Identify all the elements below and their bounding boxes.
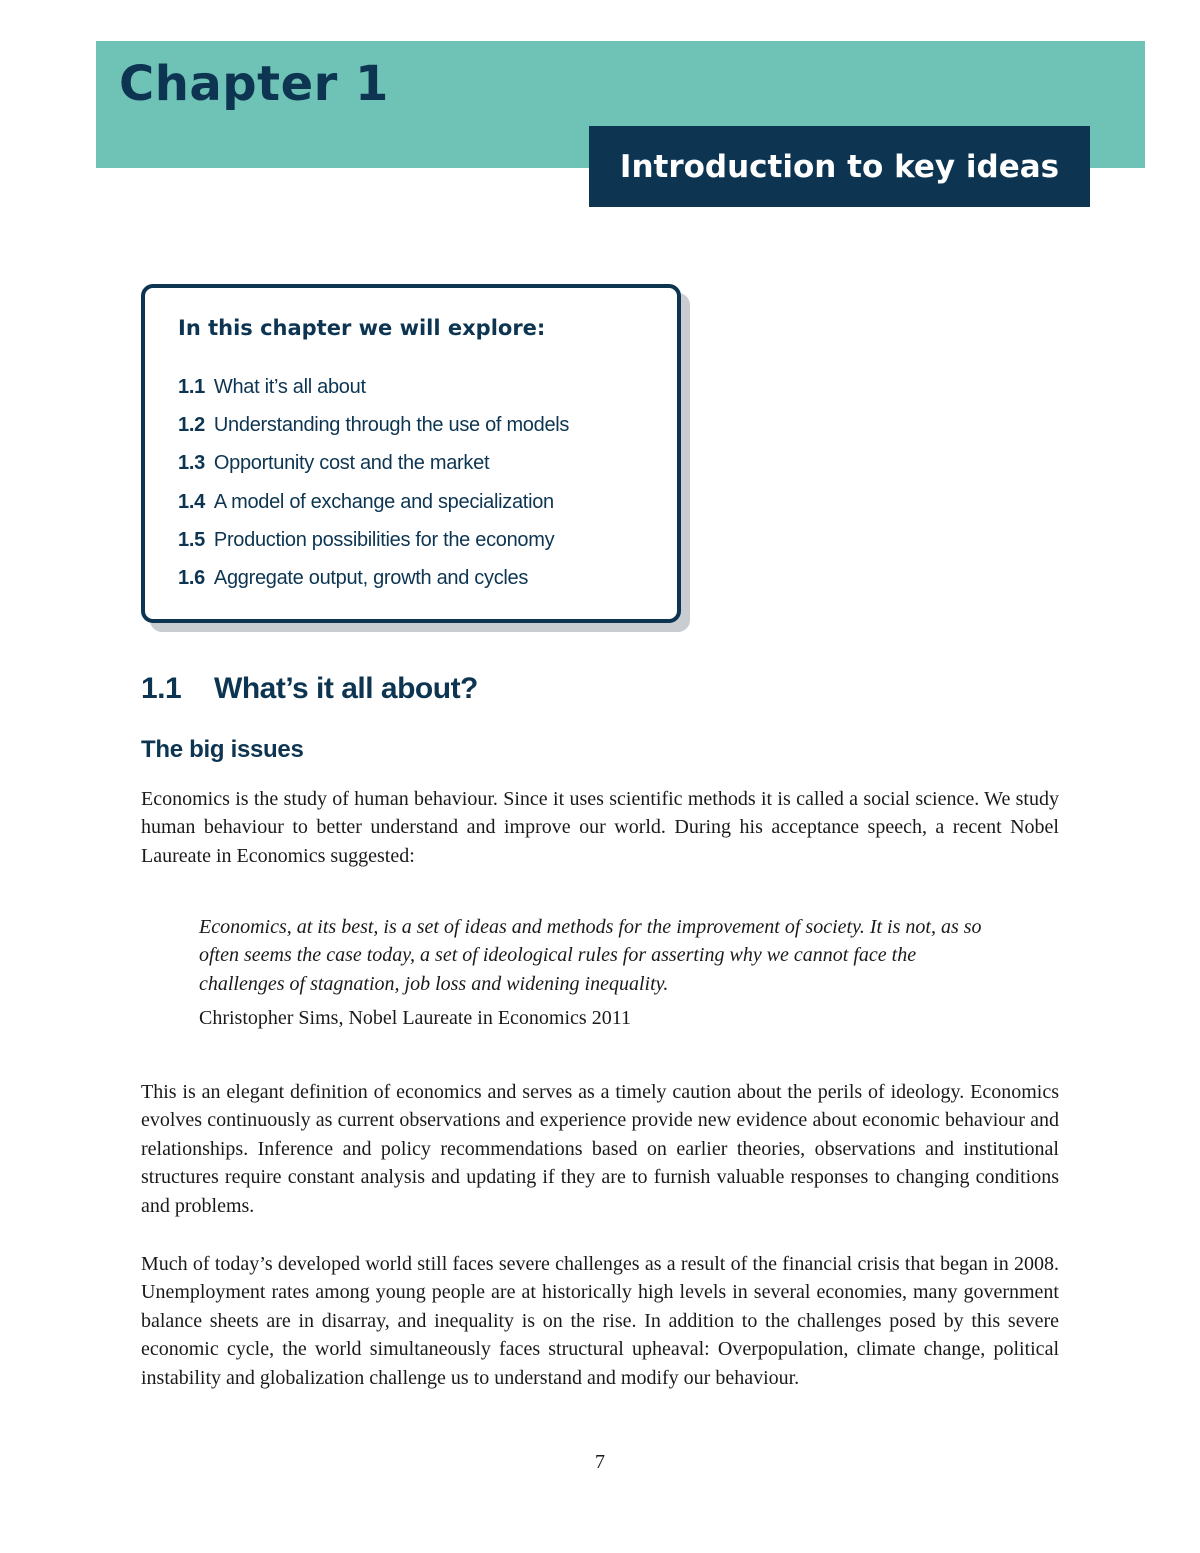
- paragraph-definition: This is an elegant definition of economics and serves as a timely caution about the perils of ideology. Economics evolves continuously as current observations and experience provide new evidence about economic behaviour and relationships. Inference and policy recommendations based on earlier theories, observations and institutional structures require constant analysis and updating if they are to furnish valuable responses to changing conditions and problems.: [141, 1081, 1059, 1217]
- explore-item-number: 1.1: [178, 376, 205, 398]
- explore-item[interactable]: [178, 563, 569, 601]
- explore-box: [141, 284, 681, 623]
- paragraph-intro: Economics is the study of human behaviour. Since it uses scientific methods it is called a social science. We study human behaviour to better understand and improve our world. During his acceptance speech, a recent Nobel Laureate in Economics suggested:: [141, 788, 1059, 867]
- explore-item-label: Opportunity cost and the market: [213, 452, 490, 475]
- section-heading: [141, 672, 478, 706]
- explore-item-number: 1.3: [178, 452, 205, 475]
- section-title: What’s it all about?: [214, 672, 478, 705]
- explore-item[interactable]: [178, 487, 569, 525]
- explore-item-label: A model of exchange and specialization: [213, 490, 554, 513]
- explore-heading: In this chapter we will explore:: [178, 316, 546, 340]
- quote-attribution: Christopher Sims, Nobel Laureate in Economics 2011: [199, 1007, 631, 1029]
- page-number: 7: [595, 1451, 605, 1473]
- explore-list: [178, 372, 569, 601]
- explore-item-number: 1.2: [178, 414, 205, 437]
- explore-item[interactable]: [178, 525, 569, 563]
- chapter-title: Chapter 1: [119, 56, 389, 112]
- explore-item-label: Understanding through the use of models: [213, 414, 570, 437]
- subsection-heading: The big issues: [141, 736, 304, 763]
- explore-item-label: Aggregate output, growth and cycles: [213, 566, 529, 589]
- explore-item[interactable]: [178, 410, 569, 448]
- paragraph-challenges: Much of today’s developed world still faces severe challenges as a result of the financial crisis that began in 2008. Unemployment rates among young people are at historically high levels in several economies, many government balance sheets are in disarray, and inequality is on the rise. In addition to the challenges posed by this severe economic cycle, the world simultaneously faces structural upheaval: Overpopulation, climate change, political instability and globalization challenge us to understand and modify our behaviour.: [141, 1253, 1059, 1389]
- section-number: 1.1: [141, 672, 182, 705]
- explore-item-number: 1.5: [178, 528, 205, 551]
- explore-item[interactable]: [178, 448, 569, 486]
- explore-item-label: Production possibilities for the economy: [213, 528, 555, 551]
- explore-item-label: What it’s all about: [213, 376, 366, 398]
- explore-item-number: 1.6: [178, 566, 205, 589]
- explore-item-number: 1.4: [178, 490, 205, 513]
- chapter-subtitle: Introduction to key ideas: [589, 126, 1090, 207]
- explore-item[interactable]: [178, 372, 569, 410]
- quote-text: Economics, at its best, is a set of ideas and methods for the improvement of society. It is not, as so often seems the case today, a set of ideological rules for asserting why we cannot face the challenges of stagnation, job loss and widening inequality.: [199, 916, 982, 995]
